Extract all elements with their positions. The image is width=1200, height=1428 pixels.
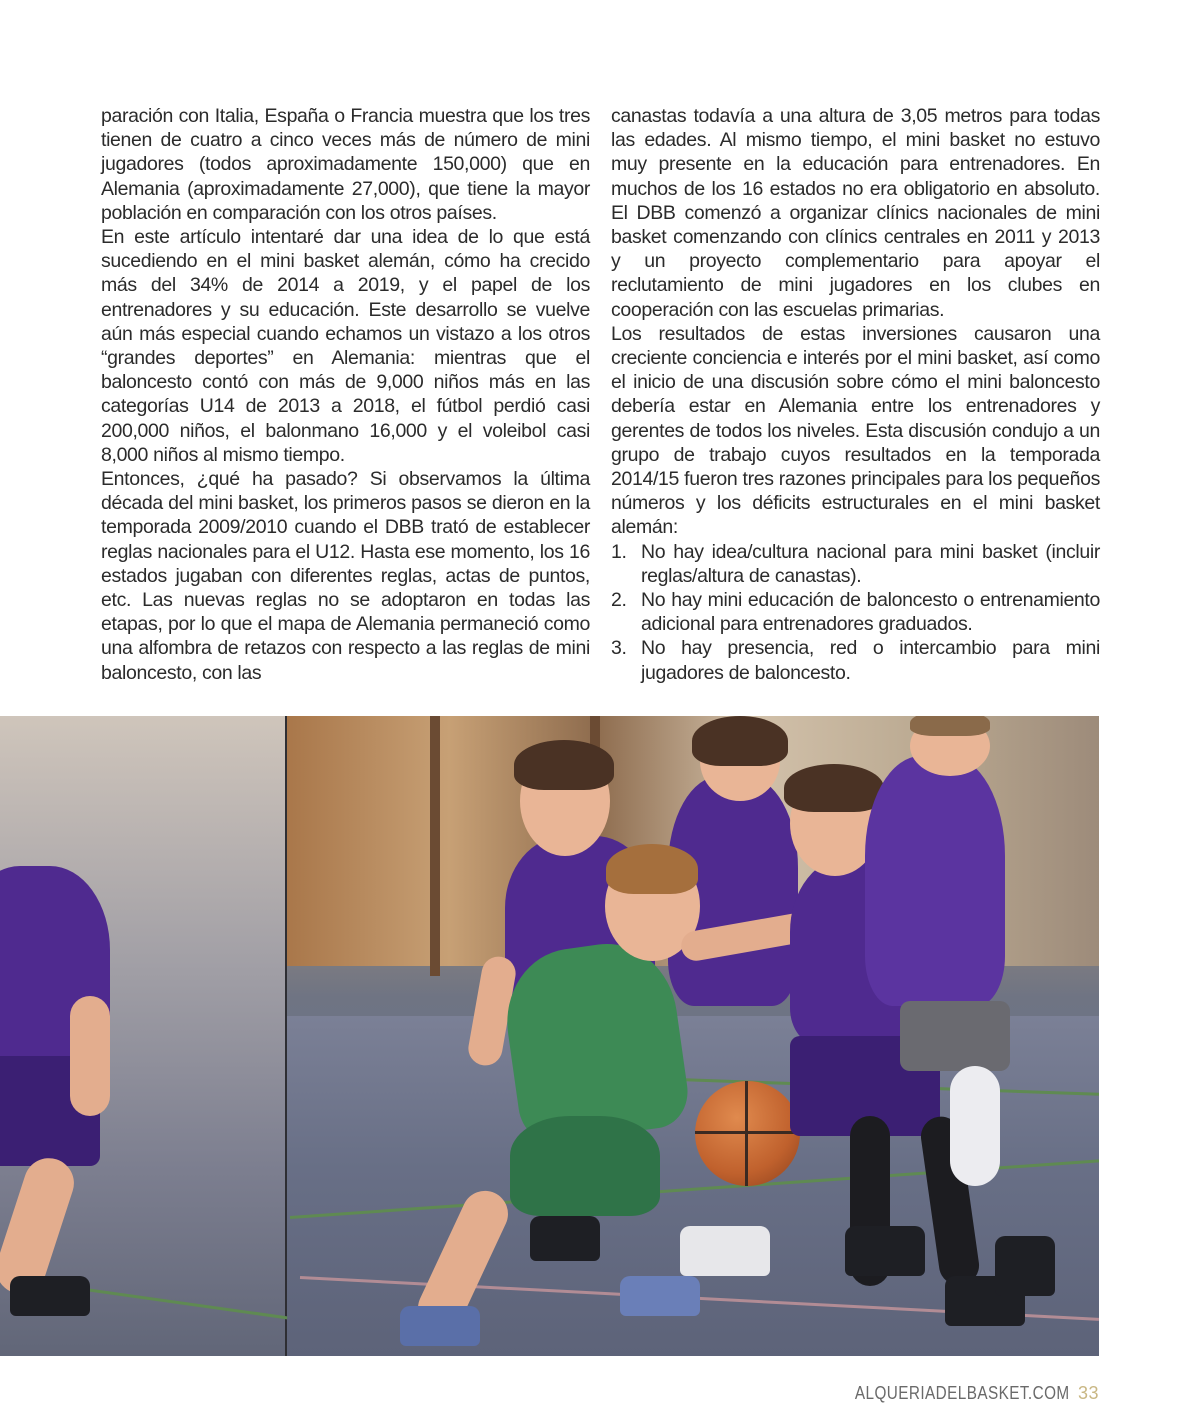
- page-number: 33: [1077, 1383, 1099, 1403]
- hair: [606, 844, 698, 894]
- leg: [950, 1066, 1000, 1186]
- article-column-left: [101, 104, 590, 685]
- paragraph: Entonces, ¿qué ha pasado? Si observamos la última década del mini basket, los primeros pasos se dieron en la temporada 2009/2010 cuando el DBB trató de establecer reglas nacionales para el U12. Hasta ese momento, los 16 estados jugaban con diferentes reglas, actas de puntos, etc. Las nuevas reglas no se adoptaron en todas las etapas, por lo que el mapa de Alemania permaneció como una alfombra de retazos con respecto a las reglas de mini baloncesto, con las: [101, 468, 590, 684]
- photo-left-panel: [0, 716, 287, 1356]
- list-item: [611, 588, 1100, 636]
- paragraph: Los resultados de estas inversiones causaron una creciente conciencia e interés por el mini basket, así como el inicio de una discusión sobre cómo el mini baloncesto debería estar en Alemania entre los entrenadores y gerentes de todos los niveles. Esta discusión condujo a un grupo de trabajo cuyos resultados en la temporada 2014/15 fueron tres razones principales para los pequeños números y los déficits estructurales en el mini basket alemán:: [611, 322, 1100, 539]
- basketball: [695, 1081, 800, 1186]
- green-shorts: [510, 1116, 660, 1216]
- list-item-text: No hay idea/cultura nacional para mini basket (incluir reglas/altura de canastas).: [641, 540, 1100, 587]
- shoe: [530, 1216, 600, 1261]
- hair: [784, 764, 884, 812]
- purple-jersey: [865, 756, 1005, 1006]
- shoe: [845, 1226, 925, 1276]
- photo-post: [430, 716, 440, 976]
- site-name: ALQUERIADELBASKET.COM: [855, 1383, 1070, 1403]
- hair: [692, 716, 788, 766]
- shoe: [995, 1236, 1055, 1296]
- paragraph: canastas todavía a una altura de 3,05 metros para todas las edades. Al mismo tiempo, el mini basket no estuvo muy presente en la educación para entrenadores. En muchos de los 16 estados no era obligatorio en absoluto. El DBB comenzó a organizar clínics nacionales de mini basket comenzando con clínics centrales en 2011 y 2013 y un proyecto complementario para apoyar el reclutamiento de mini jugadores en los clubes en cooperación con las escuelas primarias.: [611, 105, 1100, 321]
- hair: [514, 740, 614, 790]
- hair: [910, 716, 990, 736]
- arm: [70, 996, 110, 1116]
- shoe: [400, 1306, 480, 1346]
- basketball-kids-photo: [0, 716, 1099, 1356]
- shorts: [900, 1001, 1010, 1071]
- list-item-text: No hay presencia, red o intercambio para mini jugadores de baloncesto.: [641, 637, 1100, 684]
- page-footer: [817, 1383, 1099, 1404]
- list-number: 2.: [611, 589, 627, 612]
- list-item: [611, 636, 1100, 684]
- list-number: 1.: [611, 540, 627, 563]
- list-item-text: No hay mini educación de baloncesto o entrenamiento adicional para entrenadores graduados.: [641, 589, 1100, 636]
- list-item: [611, 540, 1100, 588]
- shoe: [680, 1226, 770, 1276]
- list-number: 3.: [611, 637, 627, 660]
- article-column-right: [611, 104, 1100, 685]
- paragraph: En este artículo intentaré dar una idea de lo que está sucediendo en el mini basket alemán, cómo ha crecido más del 34% de 2014 a 2019, y el papel de los entrenadores y su educación. Este desarrollo se vuelve aún más especial cuando echamos un vistazo a los otros “grandes deportes” en Alemania: mientras que el baloncesto contó con más de 9,000 niños más en las categorías U14 de 2013 a 2018, el fútbol perdió casi 200,000 niños, el balonmano 16,000 y el voleibol casi 8,000 niños al mismo tiempo.: [101, 226, 590, 466]
- shoe: [10, 1276, 90, 1316]
- paragraph: paración con Italia, España o Francia muestra que los tres tienen de cuatro a cinco veces más de número de mini jugadores (todos aproximadamente 150,000) que en Alemania (aproximadamente 27,000), que tiene la mayor población en comparación con los otros países.: [101, 105, 590, 224]
- shoe: [620, 1276, 700, 1316]
- reasons-list: [611, 540, 1100, 685]
